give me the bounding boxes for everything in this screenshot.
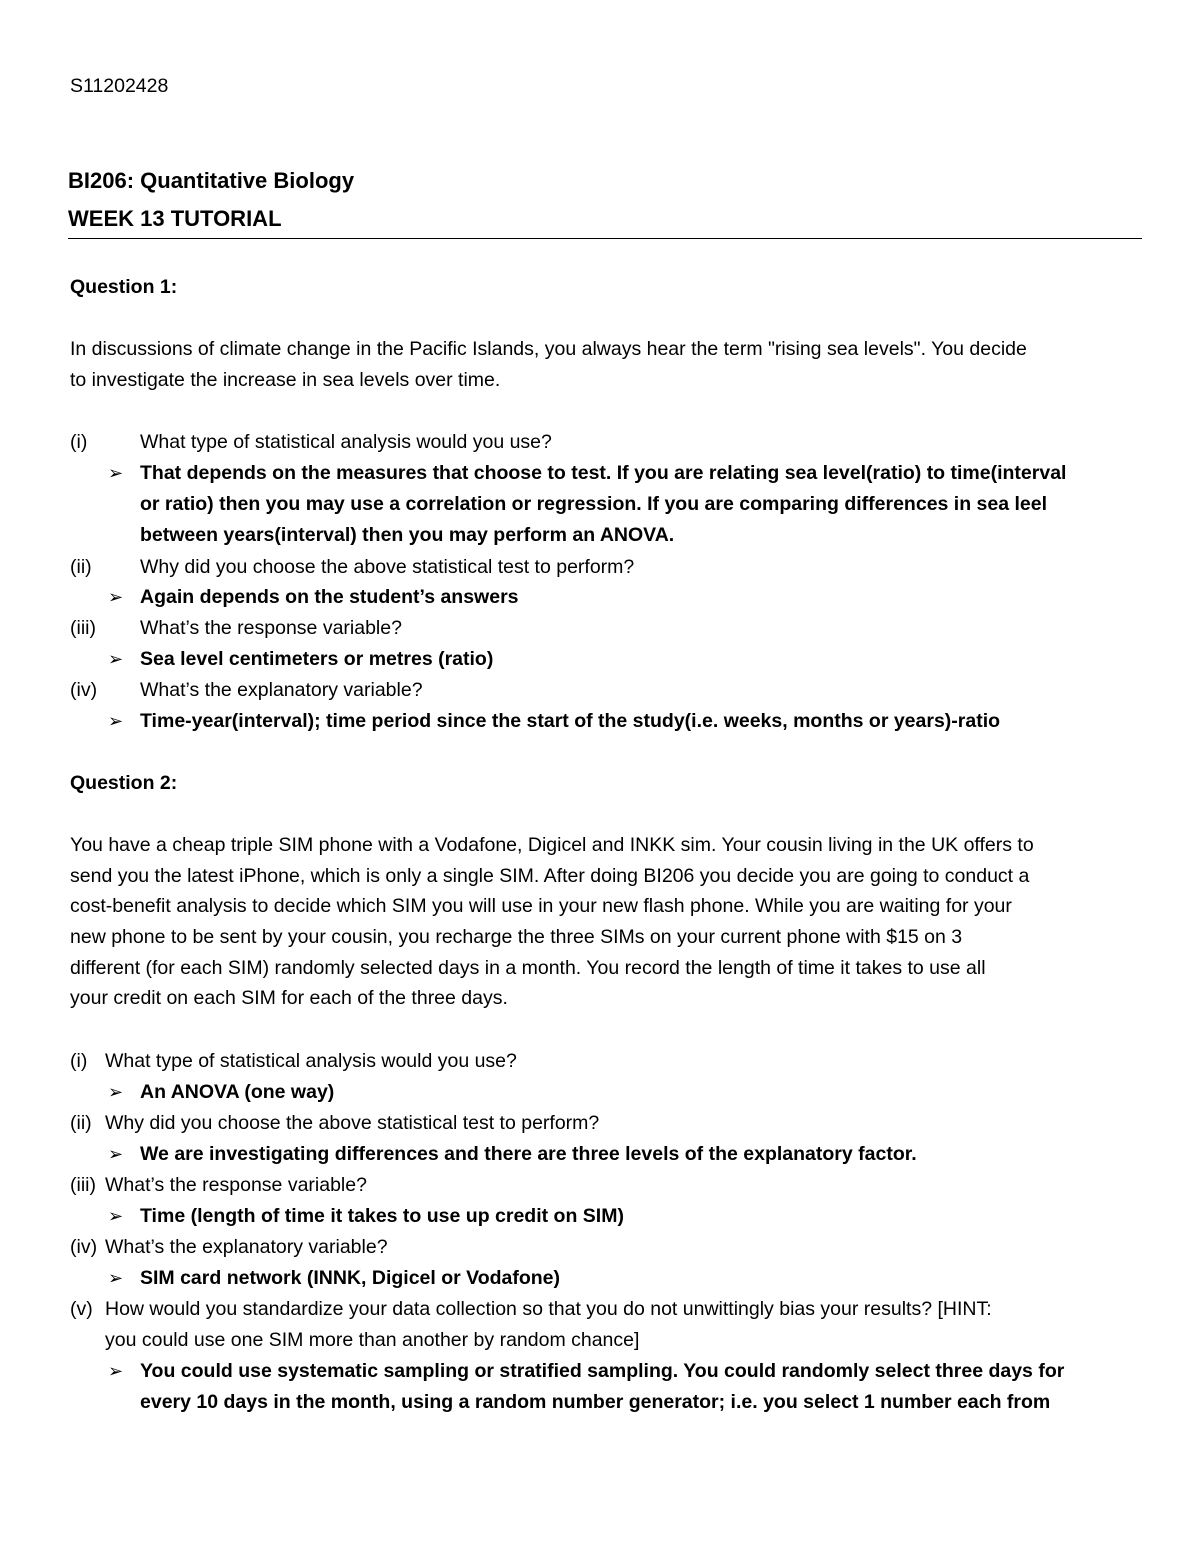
q2-item-answer: An ANOVA (one way) xyxy=(140,1081,335,1103)
q2-item-answer: You could use systematic sampling or stratified sampling. You could randomly select three days for xyxy=(140,1360,1065,1382)
q1-item-answer: Time-year(interval); time period since the start of the study(i.e. weeks, months or years)-ratio xyxy=(140,710,1001,732)
q2-item-question: Why did you choose the above statistical test to perform? xyxy=(105,1112,600,1134)
q1-item-label: (ii) xyxy=(70,556,92,578)
q2-intro-line: new phone to be sent by your cousin, you recharge the three SIMs on your current phone with $15 on 3 xyxy=(70,926,963,948)
arrow-bullet-icon: ➢ xyxy=(108,649,124,669)
q1-item-label: (iii) xyxy=(70,617,96,639)
q2-intro-line: different (for each SIM) randomly selected days in a month. You record the length of time it takes to use all xyxy=(70,957,986,979)
header-divider xyxy=(68,238,1142,239)
q1-heading: Question 1: xyxy=(70,276,178,298)
q1-item-label: (i) xyxy=(70,431,88,453)
q1-item-question: Why did you choose the above statistical test to perform? xyxy=(140,556,635,578)
course-title: BI206: Quantitative Biology xyxy=(68,168,355,193)
q2-item-question: What’s the response variable? xyxy=(105,1174,367,1196)
arrow-bullet-icon: ➢ xyxy=(108,1206,124,1226)
q2-item-label: (iv) xyxy=(70,1236,98,1258)
tutorial-title: WEEK 13 TUTORIAL xyxy=(68,206,282,231)
q2-item-question: How would you standardize your data collection so that you do not unwittingly bias your results? [HINT: xyxy=(105,1298,992,1320)
q1-item-answer: Sea level centimeters or metres (ratio) xyxy=(140,648,494,670)
q2-item-label: (ii) xyxy=(70,1112,92,1134)
q2-item-answer: every 10 days in the month, using a random number generator; i.e. you select 1 number each from xyxy=(140,1391,1051,1413)
arrow-bullet-icon: ➢ xyxy=(108,1268,124,1288)
q2-intro-line: your credit on each SIM for each of the three days. xyxy=(70,987,508,1009)
q2-item-answer: We are investigating differences and there are three levels of the explanatory factor. xyxy=(140,1143,917,1165)
q2-intro-line: You have a cheap triple SIM phone with a Vodafone, Digicel and INKK sim. Your cousin living in the UK offers to xyxy=(70,834,1034,856)
q2-item-question: What’s the explanatory variable? xyxy=(105,1236,388,1258)
q2-intro-line: cost-benefit analysis to decide which SIM you will use in your new flash phone. While you are waiting for your xyxy=(70,895,1012,917)
q1-item-question: What’s the explanatory variable? xyxy=(140,679,423,701)
q1-item-answer: Again depends on the student’s answers xyxy=(140,586,519,608)
q2-item-question: What type of statistical analysis would you use? xyxy=(105,1050,517,1072)
q1-intro-line: In discussions of climate change in the Pacific Islands, you always hear the term "rising sea levels". You decide xyxy=(70,338,1027,360)
arrow-bullet-icon: ➢ xyxy=(108,587,124,607)
arrow-bullet-icon: ➢ xyxy=(108,711,124,731)
q2-intro-line: send you the latest iPhone, which is only a single SIM. After doing BI206 you decide you are going to conduct a xyxy=(70,865,1030,887)
q2-item-label: (iii) xyxy=(70,1174,96,1196)
q2-item-answer: Time (length of time it takes to use up credit on SIM) xyxy=(140,1205,624,1227)
q1-item-question: What type of statistical analysis would you use? xyxy=(140,431,552,453)
q1-intro-line: to investigate the increase in sea levels over time. xyxy=(70,369,501,391)
q2-item-label: (i) xyxy=(70,1050,88,1072)
q2-item-question: you could use one SIM more than another by random chance] xyxy=(105,1329,640,1351)
student-id: S11202428 xyxy=(70,75,169,97)
q1-item-label: (iv) xyxy=(70,679,98,701)
arrow-bullet-icon: ➢ xyxy=(108,463,124,483)
q1-item-answer: or ratio) then you may use a correlation or regression. If you are comparing differences in sea leel xyxy=(140,493,1048,515)
q1-item-answer: between years(interval) then you may perform an ANOVA. xyxy=(140,524,675,546)
q2-item-label: (v) xyxy=(70,1298,93,1320)
q1-item-answer: That depends on the measures that choose to test. If you are relating sea level(ratio) to time(interval xyxy=(140,462,1067,484)
arrow-bullet-icon: ➢ xyxy=(108,1361,124,1381)
arrow-bullet-icon: ➢ xyxy=(108,1144,124,1164)
q1-item-question: What’s the response variable? xyxy=(140,617,402,639)
q2-heading: Question 2: xyxy=(70,772,178,794)
q2-item-answer: SIM card network (INNK, Digicel or Vodafone) xyxy=(140,1267,561,1289)
arrow-bullet-icon: ➢ xyxy=(108,1082,124,1102)
